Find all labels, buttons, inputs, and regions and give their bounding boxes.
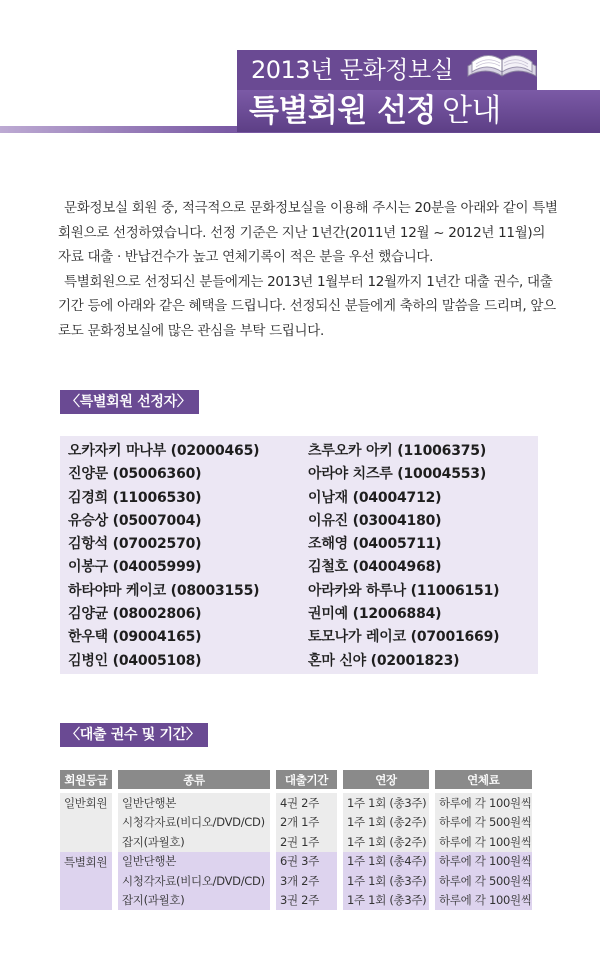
member-item: 이유진 (03004180) [308,512,442,529]
header-grade: 회원등급 [60,770,118,789]
table-row [60,832,532,852]
member-item: 유승상 (05007004) [68,512,202,529]
intro-paragraph-2: 특별회원으로 선정되신 분들에게는 2013년 1월부터 12월까지 1년간 대출 권수, 대출 기간 등에 아래와 같은 혜택을 드립니다. 선정되신 분들에게 축하의 말씀을 드리며, 앞으로도 문화정보실에 많은 관심을 부탁 드립니다. [58,273,556,339]
period-cell: 2권 1주 [276,832,343,852]
period-cell: 4권 2주 [276,789,343,813]
member-item: 아라카와 하루나 (11006151) [308,582,500,599]
extension-cell: 1주 1회 (총2주) [343,813,435,833]
member-item: 조해영 (04005711) [308,536,442,553]
header-late-fee: 연체료 [435,770,532,789]
header-title-thin: 안내 [441,93,501,129]
table-row [60,891,532,911]
member-item: 김항석 (07002570) [68,536,202,553]
extension-cell: 1주 1회 (총3주) [343,891,435,911]
grade-cell: 일반회원 [60,789,118,852]
header [0,0,600,140]
intro-paragraph-1: 문화정보실 회원 중, 적극적으로 문화정보실을 이용해 주시는 20분을 아래와 같이 특별회원으로 선정하였습니다. 선정 기준은 지난 1년간(2011년 12월 ~ 2012년 11월)의 자료 대출 · 반납건수가 높고 연체기록이 적은 분을 우선 했습니다. [58,200,558,265]
member-item: 김양균 (08002806) [68,606,202,623]
member-item: 진양문 (05006360) [68,466,202,483]
intro-text [58,196,558,343]
member-item: 김병인 (04005108) [68,652,202,669]
period-cell: 6권 3주 [276,852,343,872]
member-item: 혼마 신야 (02001823) [308,652,460,669]
header-title-bold: 특별회원 선정 [249,93,436,129]
loan-section-label: 〈대출 권수 및 기간〉 [60,723,208,747]
member-item: 토모나가 레이코 (07001669) [308,629,500,646]
members-list [60,436,538,674]
member-item: 하타야마 케이코 (08003155) [68,582,260,599]
header-kind: 종류 [118,770,276,789]
extension-cell: 1주 1회 (총2주) [343,832,435,852]
table-row [60,871,532,891]
table-header-row [60,770,532,789]
kind-cell: 일반단행본 [118,852,276,872]
extension-cell: 1주 1회 (총3주) [343,871,435,891]
member-item: 이남재 (04004712) [308,489,442,506]
table-row [60,813,532,833]
period-cell: 3개 2주 [276,871,343,891]
open-book-icon [462,36,542,84]
header-title [237,90,600,132]
extension-cell: 1주 1회 (총3주) [343,789,435,813]
table-row [60,852,532,872]
member-item: 한우택 (09004165) [68,629,202,646]
late-fee-cell: 하루에 각 500원씩 [435,871,532,891]
kind-cell: 잡지(과월호) [118,891,276,911]
member-item: 츠루오카 아키 (11006375) [308,443,487,459]
kind-cell: 잡지(과월호) [118,832,276,852]
member-item: 이봉구 (04005999) [68,559,202,576]
member-item: 김철호 (04004968) [308,559,442,576]
late-fee-cell: 하루에 각 100원씩 [435,852,532,872]
member-item: 오카자키 마나부 (02000465) [68,443,260,459]
table-row [60,789,532,813]
late-fee-cell: 하루에 각 100원씩 [435,832,532,852]
member-item: 김경희 (11006530) [68,489,202,506]
late-fee-cell: 하루에 각 500원씩 [435,813,532,833]
kind-cell: 시청각자료(비디오/DVD/CD) [118,871,276,891]
kind-cell: 시청각자료(비디오/DVD/CD) [118,813,276,833]
header-extension: 연장 [343,770,435,789]
late-fee-cell: 하루에 각 100원씩 [435,891,532,911]
late-fee-cell: 하루에 각 100원씩 [435,789,532,813]
header-subtitle: 2013년 문화정보실 [237,50,537,90]
period-cell: 3권 2주 [276,891,343,911]
member-item: 아라야 치즈루 (10004553) [308,466,487,483]
kind-cell: 일반단행본 [118,789,276,813]
member-item: 권미예 (12006884) [308,606,442,623]
extension-cell: 1주 1회 (총4주) [343,852,435,872]
header-period: 대출기간 [276,770,343,789]
period-cell: 2개 1주 [276,813,343,833]
loan-table [60,770,532,910]
grade-cell: 특별회원 [60,852,118,911]
members-section-label: 〈특별회원 선정자〉 [60,390,199,414]
